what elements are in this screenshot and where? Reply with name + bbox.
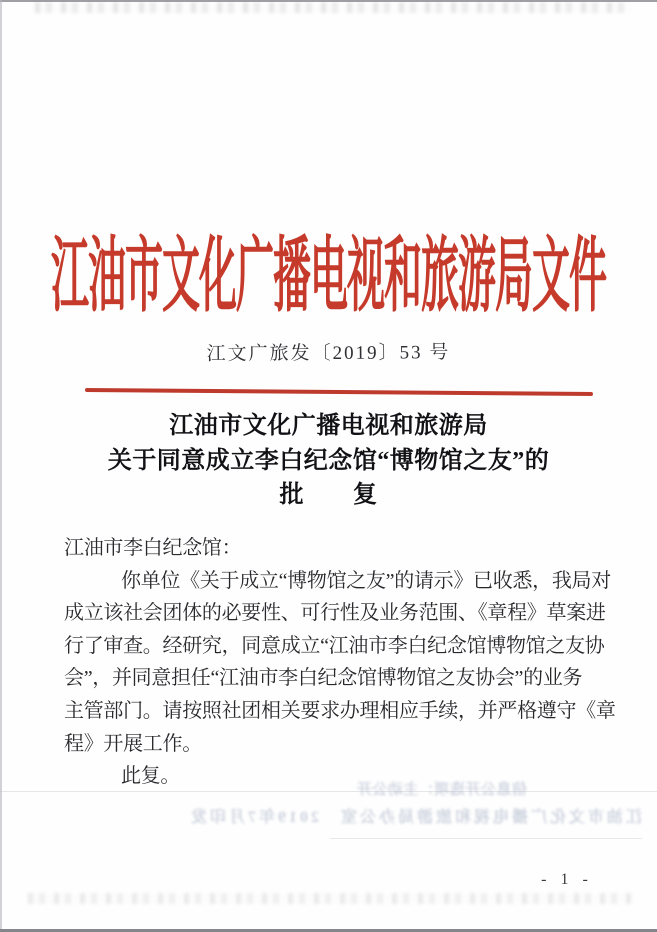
salutation-line: 江油市李白纪念馆：: [64, 537, 242, 559]
closing-line: 此复。: [121, 765, 181, 788]
bleed-through-line: 江油市文化广播电视和旅游局办公室 2019年7月印发: [187, 809, 642, 826]
subject-line-1: 江油市文化广播电视和旅游局: [169, 413, 488, 439]
faint-scan-hairline: [0, 791, 657, 792]
document-subject-heading: [0, 409, 657, 513]
bleed-through-line: 信息公开选项：主动公开: [356, 782, 527, 798]
subject-line-2: 关于同意成立李白纪念馆“博物馆之友”的: [107, 447, 550, 474]
faint-scan-hairline: [330, 838, 642, 839]
body-line: 会”，并同意担任“江油市李白纪念馆博物馆之友协会”的业务: [64, 667, 583, 690]
document-reference-number: 江文广旅发〔2019〕53 号: [206, 342, 451, 365]
body-line: 你单位《关于成立“博物馆之友”的请示》已收悉，我局对: [121, 569, 611, 592]
subject-line-3: 批 复: [279, 482, 378, 508]
page-number: - 1 -: [541, 871, 589, 888]
document-body: [64, 532, 616, 793]
body-line: 主管部门。请按照社团相关要求办理相应手续，并严格遵守《章: [64, 699, 616, 722]
scan-top-streaks: [35, 2, 631, 13]
agency-letterhead-title: 江油市文化广播电视和旅游局文件: [50, 232, 606, 323]
body-line: 行了审查。经研究，同意成立“江油市李白纪念馆博物馆之友协: [64, 634, 605, 657]
red-separator-rule: [85, 388, 593, 396]
body-line: 程》开展工作。: [64, 732, 202, 755]
body-line: 成立该社会团体的必要性、可行性及业务范围、《章程》草案进: [64, 602, 606, 625]
scan-bottom-streaks: [28, 893, 632, 904]
